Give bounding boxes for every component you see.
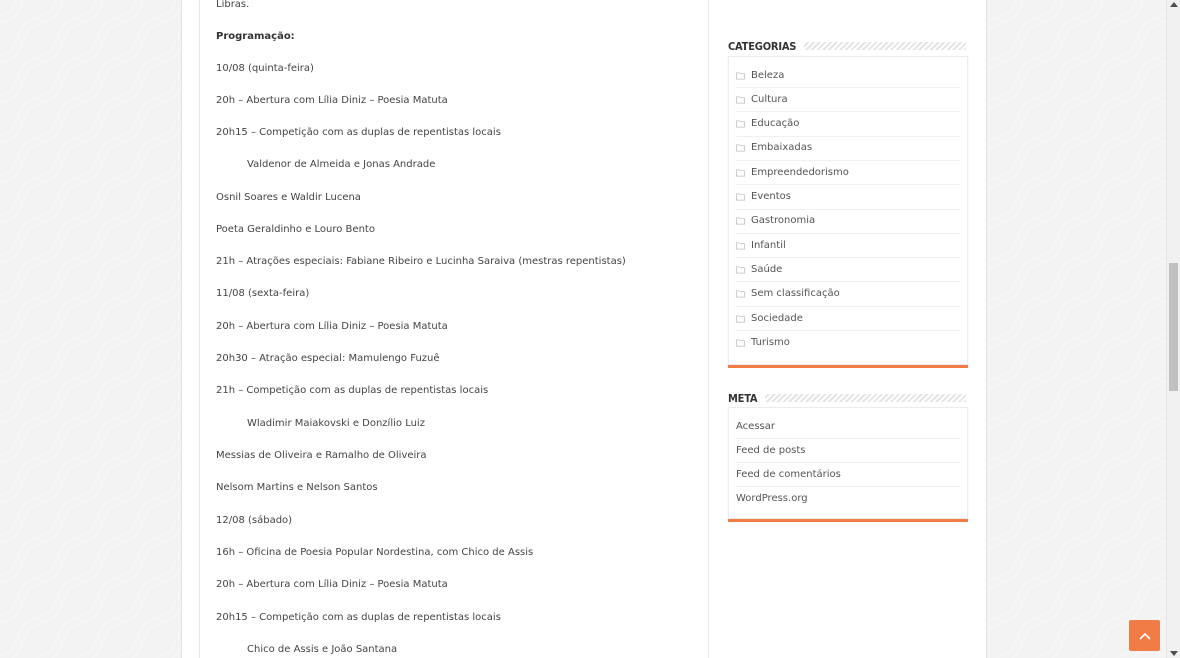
category-label: Educação [751, 118, 800, 130]
meta-widget-title: META [728, 391, 758, 405]
article-paragraph: 20h – Abertura com Lília Diniz – Poesia Matuta [216, 579, 448, 590]
category-link[interactable] [736, 87, 960, 112]
article-paragraph: 21h – Competição com as duplas de repentistas locais [216, 385, 489, 396]
meta-widget [728, 407, 968, 519]
article-paragraph: Chico de Assis e João Santana [247, 644, 398, 655]
meta-link[interactable] [736, 462, 960, 487]
folder-icon [736, 289, 745, 298]
article-paragraph: Wladimir Maiakovski e Donzílio Luiz [247, 418, 425, 429]
folder-icon [736, 143, 745, 152]
vertical-scrollbar[interactable] [1166, 0, 1180, 658]
category-link[interactable] [736, 233, 960, 258]
folder-icon [736, 216, 745, 225]
category-label: Saúde [751, 263, 783, 275]
meta-link-label: Acessar [736, 420, 775, 432]
meta-link-label: Feed de posts [736, 444, 806, 456]
category-label: Beleza [751, 69, 785, 81]
article-paragraph: 10/08 (quinta-feira) [216, 63, 314, 74]
chevron-up-icon [1139, 632, 1151, 640]
folder-icon [736, 338, 745, 347]
article-paragraph: 20h15 – Competição com as duplas de repentistas locais [216, 127, 501, 138]
article-paragraph: Osnil Soares e Waldir Lucena [216, 192, 361, 203]
category-link[interactable] [736, 112, 960, 137]
title-stripes-decoration [765, 394, 966, 402]
scroll-to-top-button[interactable] [1129, 620, 1160, 651]
article-paragraph: Messias de Oliveira e Ramalho de Oliveira [216, 450, 427, 461]
folder-icon [736, 192, 745, 201]
category-link[interactable] [736, 136, 960, 161]
meta-widget-header [728, 391, 966, 405]
folder-icon [736, 241, 745, 250]
widget-accent-bar [728, 519, 968, 522]
folder-icon [736, 71, 745, 80]
folder-icon [736, 95, 745, 104]
article-paragraph: Valdenor de Almeida e Jonas Andrade [247, 159, 436, 170]
article-paragraph: 20h15 – Competição com as duplas de repentistas locais [216, 612, 501, 623]
article-paragraph: 20h – Abertura com Lília Diniz – Poesia Matuta [216, 321, 448, 332]
article-paragraph: 20h – Abertura com Lília Diniz – Poesia Matuta [216, 95, 448, 106]
scrollbar-thumb[interactable] [1169, 263, 1178, 391]
category-label: Embaixadas [751, 142, 813, 154]
scroll-up-arrow-icon[interactable] [1170, 2, 1178, 7]
category-label: Sem classificação [751, 288, 840, 300]
widget-accent-bar [728, 365, 968, 368]
section-heading: Programação: [216, 31, 295, 42]
category-label: Infantil [751, 239, 786, 251]
categories-widget [728, 56, 968, 365]
category-link[interactable] [736, 209, 960, 234]
category-link[interactable] [736, 257, 960, 282]
category-label: Turismo [751, 336, 790, 348]
folder-icon [736, 314, 745, 323]
meta-link[interactable] [736, 414, 960, 439]
meta-link[interactable] [736, 486, 960, 510]
category-link[interactable] [736, 160, 960, 185]
category-label: Sociedade [751, 312, 803, 324]
article-paragraph: 16h – Oficina de Poesia Popular Nordestina, com Chico de Assis [216, 547, 534, 558]
meta-link-label: WordPress.org [736, 492, 808, 504]
category-link[interactable] [736, 185, 960, 210]
category-label: Gastronomia [751, 215, 816, 227]
folder-icon [736, 168, 745, 177]
article-paragraph: 21h – Atrações especiais: Fabiane Ribeiro e Lucinha Saraiva (mestras repentistas) [216, 256, 626, 267]
category-link[interactable] [736, 63, 960, 88]
article-paragraph: Nelsom Martins e Nelson Santos [216, 482, 378, 493]
category-label: Empreendedorismo [751, 166, 849, 178]
meta-link[interactable] [736, 438, 960, 463]
article-paragraph: 12/08 (sábado) [216, 515, 293, 526]
category-label: Eventos [751, 191, 791, 202]
folder-icon [736, 265, 745, 274]
categories-widget-title: CATEGORIAS [728, 39, 797, 53]
title-stripes-decoration [804, 42, 966, 50]
category-link[interactable] [736, 306, 960, 331]
article-paragraph: 20h30 – Atração especial: Mamulengo Fuzuê [216, 353, 440, 364]
category-link[interactable] [736, 282, 960, 307]
scroll-down-arrow-icon[interactable] [1170, 651, 1178, 656]
article-content [199, 0, 709, 658]
category-link[interactable] [736, 330, 960, 354]
category-label: Cultura [751, 93, 788, 105]
article-paragraph: Poeta Geraldinho e Louro Bento [216, 224, 375, 235]
article-paragraph: Libras. [216, 0, 250, 10]
folder-icon [736, 119, 745, 128]
meta-link-label: Feed de comentários [736, 468, 841, 480]
article-paragraph: 11/08 (sexta-feira) [216, 288, 310, 299]
categories-widget-header [728, 39, 966, 53]
